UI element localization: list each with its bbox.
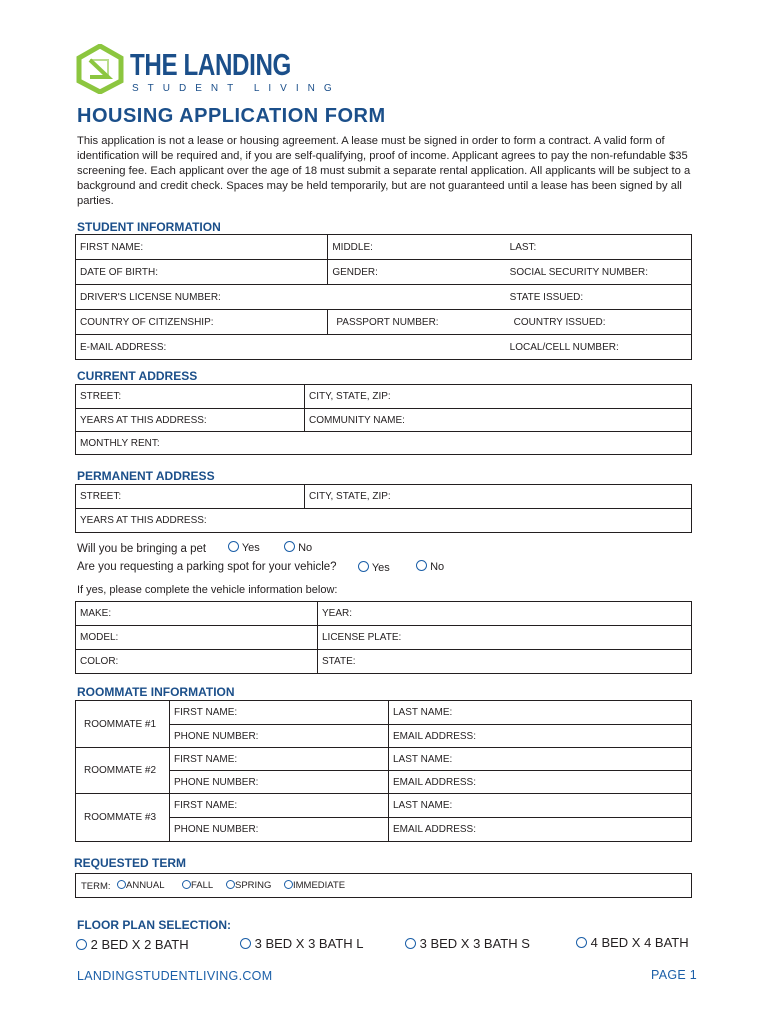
dob-field[interactable]: DATE OF BIRTH: [76,260,328,285]
radio-icon [182,880,191,889]
term-fall-option[interactable]: FALL [182,880,213,891]
email-field[interactable]: E-MAIL ADDRESS: [76,335,510,360]
roommate-3-first-name-field[interactable]: FIRST NAME: [170,794,389,818]
make-field[interactable]: MAKE: [76,602,318,626]
radio-icon [284,880,293,889]
roommate-1-email-field[interactable]: EMAIL ADDRESS: [389,725,692,748]
floor-plan-3x3s-option[interactable]: 3 BED X 3 BATH S [405,936,530,951]
floor-plan-heading: FLOOR PLAN SELECTION: [77,918,231,932]
parking-no-option[interactable]: No [416,560,444,573]
student-info-table [75,234,692,360]
brand-tagline: STUDENT LIVING [132,83,341,94]
term-box [75,873,692,898]
floor-plan-3x3l-option[interactable]: 3 BED X 3 BATH L [240,936,363,951]
vehicle-state-field[interactable]: STATE: [318,650,692,674]
current-street-field[interactable]: STREET: [76,385,305,409]
license-field[interactable]: DRIVER'S LICENSE NUMBER: [76,285,510,310]
monthly-rent-field[interactable]: MONTHLY RENT: [76,432,692,455]
current-years-field[interactable]: YEARS AT THIS ADDRESS: [76,409,305,432]
roommate-2-phone-field[interactable]: PHONE NUMBER: [170,771,389,794]
passport-field[interactable]: PASSPORT NUMBER: [328,310,510,335]
parking-yes-option[interactable]: Yes [358,561,390,574]
radio-icon [226,880,235,889]
radio-icon [76,939,87,950]
roommate-label: ROOMMATE #3 [76,794,170,842]
term-immediate-option[interactable]: IMMEDIATE [284,880,345,891]
brand-name: THE LANDING [130,47,291,82]
roommate-1-last-name-field[interactable]: LAST NAME: [389,701,692,725]
license-plate-field[interactable]: LICENSE PLATE: [318,626,692,650]
phone-field[interactable]: LOCAL/CELL NUMBER: [510,335,692,360]
radio-icon [576,937,587,948]
ssn-field[interactable]: SOCIAL SECURITY NUMBER: [510,260,692,285]
country-issued-field[interactable]: COUNTRY ISSUED: [510,310,692,335]
roommate-heading: ROOMMATE INFORMATION [77,685,235,699]
roommate-2-email-field[interactable]: EMAIL ADDRESS: [389,771,692,794]
last-field[interactable]: LAST: [510,235,692,260]
radio-icon [284,541,295,552]
floor-plan-4x4-option[interactable]: 4 BED X 4 BATH [576,935,689,950]
roommate-label: ROOMMATE #1 [76,701,170,748]
term-spring-option[interactable]: SPRING [226,880,271,891]
student-info-heading: STUDENT INFORMATION [77,220,221,234]
roommate-2-first-name-field[interactable]: FIRST NAME: [170,748,389,771]
year-field[interactable]: YEAR: [318,602,692,626]
radio-icon [416,560,427,571]
term-heading: REQUESTED TERM [74,856,187,870]
community-name-field[interactable]: COMMUNITY NAME: [305,409,692,432]
middle-field[interactable]: MIDDLE: [328,235,510,260]
intro-text: This application is not a lease or housing agreement. A lease must be signed in order to form a contract. A valid form of identification will be required and, if you are self-qualifying, proof of income. Applicant agrees to pay the non-refundable $35 screening fee. Each applicant over the age of 18 must submit a separate rental application. All applicants will be subject to a background and credit check. Spaces may be held temporarily, but are not guaranteed until a lease has been signed by all parties. [77,135,691,207]
radio-icon [228,541,239,552]
parking-question: Are you requesting a parking spot for your vehicle? [77,561,337,573]
state-issued-field[interactable]: STATE ISSUED: [510,285,692,310]
roommate-1-first-name-field[interactable]: FIRST NAME: [170,701,389,725]
term-label: TERM: [81,881,111,892]
page-number: PAGE 1 [651,968,698,982]
page-title: HOUSING APPLICATION FORM [77,105,386,127]
radio-icon [117,880,126,889]
permanent-city-field[interactable]: CITY, STATE, ZIP: [305,485,692,509]
logo [76,44,124,94]
current-address-table [75,384,692,455]
floor-plan-2x2-option[interactable]: 2 BED X 2 BATH [76,937,189,952]
gender-field[interactable]: GENDER: [328,260,510,285]
pet-yes-option[interactable]: Yes [228,541,260,554]
permanent-street-field[interactable]: STREET: [76,485,305,509]
current-city-field[interactable]: CITY, STATE, ZIP: [305,385,692,409]
roommate-3-email-field[interactable]: EMAIL ADDRESS: [389,818,692,842]
footer-website-link[interactable]: LANDINGSTUDENTLIVING.COM [77,969,273,983]
roommate-2-last-name-field[interactable]: LAST NAME: [389,748,692,771]
permanent-address-heading: PERMANENT ADDRESS [77,469,215,483]
current-address-heading: CURRENT ADDRESS [77,369,198,383]
radio-icon [405,938,416,949]
pet-no-option[interactable]: No [284,541,312,554]
permanent-years-field[interactable]: YEARS AT THIS ADDRESS: [76,509,692,533]
permanent-address-table [75,484,692,533]
roommate-3-phone-field[interactable]: PHONE NUMBER: [170,818,389,842]
roommate-table [75,700,692,842]
radio-icon [240,938,251,949]
model-field[interactable]: MODEL: [76,626,318,650]
vehicle-intro: If yes, please complete the vehicle information below: [77,584,338,596]
vehicle-table [75,601,692,674]
color-field[interactable]: COLOR: [76,650,318,674]
roommate-label: ROOMMATE #2 [76,748,170,794]
term-annual-option[interactable]: ANNUAL [117,880,165,891]
roommate-1-phone-field[interactable]: PHONE NUMBER: [170,725,389,748]
hexagon-logo-icon [76,44,124,94]
roommate-3-last-name-field[interactable]: LAST NAME: [389,794,692,818]
pet-question: Will you be bringing a pet [77,543,207,555]
first-name-field[interactable]: FIRST NAME: [76,235,328,260]
citizenship-field[interactable]: COUNTRY OF CITIZENSHIP: [76,310,328,335]
radio-icon [358,561,369,572]
